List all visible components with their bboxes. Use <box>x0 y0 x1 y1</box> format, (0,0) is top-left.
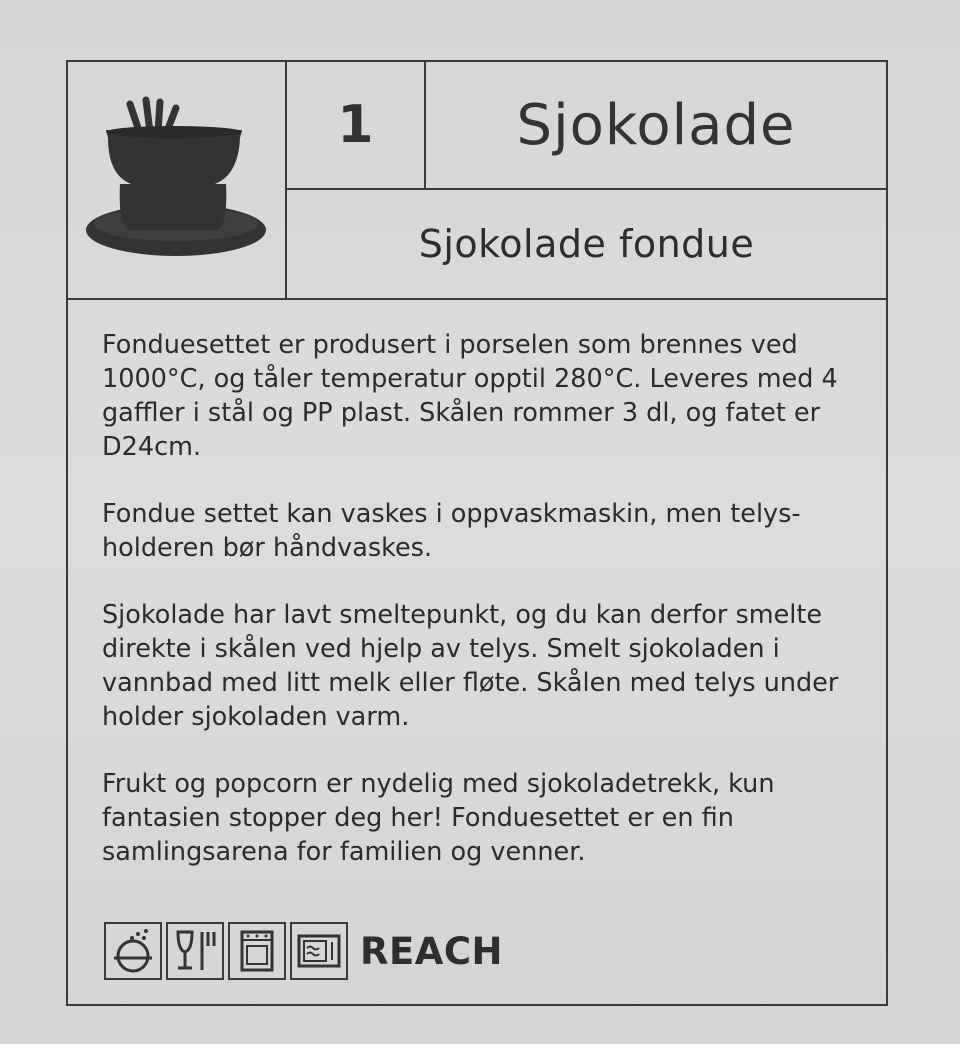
label-header <box>68 62 886 300</box>
fondue-pot-icon <box>68 62 287 298</box>
food-safe-icon <box>166 922 224 980</box>
product-label <box>66 60 888 1006</box>
icon-cell <box>68 62 287 298</box>
microwave-safe-icon <box>290 922 348 980</box>
paragraph-materials: Fonduesettet er produsert i porselen som brennes ved 1000°C, og tåler temperatur opptil 280°C. Leveres med 4 gaffler i stål og PP plast. Skålen rommer 3 dl, og fatet er D24cm. <box>102 330 838 462</box>
oven-safe-icon <box>228 922 286 980</box>
reach-compliance: REACH <box>360 929 504 973</box>
product-title: Sjokolade <box>426 62 886 190</box>
dishwasher-safe-icon <box>104 922 162 980</box>
label-body <box>102 328 866 902</box>
paragraph-serving: Frukt og popcorn er nydelig med sjokoladetrekk, kun fantasien stopper deg her! Fonduesettet er en fin samlingsarena for familien og venner. <box>102 769 775 867</box>
product-subtitle: Sjokolade fondue <box>418 222 755 266</box>
paragraph-cleaning: Fondue settet kan vaskes i oppvaskmaskin, men telys-holderen bør håndvaskes. <box>102 499 801 563</box>
paragraph-usage: Sjokolade har lavt smeltepunkt, og du kan derfor smelte direkte i skålen ved hjelp av telys. Smelt sjokoladen i vannbad med litt melk eller fløte. Skålen med telys under holder sjokoladen varm. <box>102 600 839 732</box>
recipe-number: 1 <box>287 62 426 190</box>
care-symbols <box>104 920 503 982</box>
